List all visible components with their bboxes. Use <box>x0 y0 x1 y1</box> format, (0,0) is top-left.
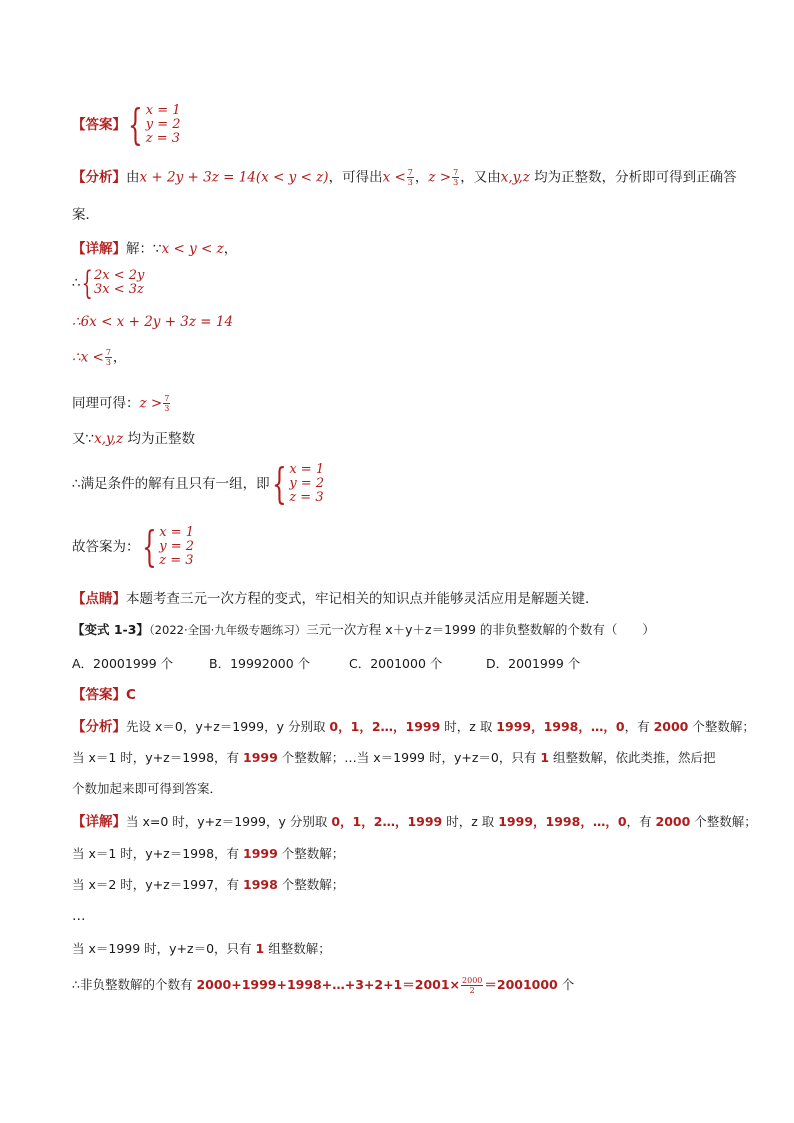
denominator: 2 <box>469 986 475 995</box>
numerator: 7 <box>105 348 111 357</box>
inequality: ∴x < <box>72 349 104 366</box>
text: ∴满足条件的解有且只有一组，即 <box>72 476 270 492</box>
eq-row: x = 1 <box>289 462 325 477</box>
detail-2-line3 <box>72 876 344 894</box>
detail-2-line6 <box>72 976 574 995</box>
text: 当 x＝1999 时，y+z＝0，只有 <box>72 941 256 956</box>
answer-value: C <box>126 687 136 703</box>
eq-row: x = 1 <box>145 103 181 118</box>
fraction <box>163 394 170 413</box>
denominator: 3 <box>453 178 459 187</box>
detail-2-ellipsis: … <box>72 908 86 924</box>
result: ＝2001000 <box>484 977 558 992</box>
final-system <box>140 522 195 571</box>
answer-tag: 【答案】 <box>72 117 126 133</box>
comment-1 <box>72 590 599 608</box>
question-text: 三元一次方程 x＋y＋z＝1999 的非负整数解的个数有（ ） <box>306 622 655 637</box>
detail-1-system <box>72 264 145 302</box>
solution-system <box>270 459 325 508</box>
detail-1-line1 <box>72 240 237 258</box>
count: 1 <box>540 750 550 765</box>
analysis-tag: 【分析】 <box>72 719 126 735</box>
comment-tag: 【点睛】 <box>72 591 126 607</box>
detail-tag: 【详解】 <box>72 241 126 257</box>
count: 2000 <box>655 814 691 829</box>
option-b: B．19992000 个 <box>209 656 311 671</box>
text: ，又由 <box>460 169 501 186</box>
values: 1999，1998，…，0 <box>498 814 627 829</box>
count: 1999 <box>243 750 278 765</box>
values: 0，1，2…，1999 <box>329 719 441 734</box>
variant-question <box>72 621 655 639</box>
eq-row: z = 3 <box>145 131 181 146</box>
analysis-2-line1 <box>72 718 755 736</box>
eq-row: 2x < 2y <box>93 268 145 283</box>
text: 当 x＝2 时，y+z＝1997，有 <box>72 877 244 892</box>
count: 1 <box>255 941 265 956</box>
brace: { <box>81 264 93 302</box>
detail-1-line5 <box>72 394 171 413</box>
analysis-2-line2 <box>72 749 716 767</box>
text: ，有 <box>626 814 656 829</box>
text: 个整数解； <box>277 846 345 861</box>
inequality: z > <box>428 169 452 186</box>
text: ，可得出 <box>328 169 383 186</box>
fraction <box>407 168 414 187</box>
detail-2-line5 <box>72 940 331 958</box>
equation: x + 2y + 3z = 14(x < y < z) <box>139 169 329 186</box>
eq-row: y = 2 <box>289 476 325 491</box>
denominator: 3 <box>105 358 111 367</box>
inequality: x < <box>382 169 406 186</box>
text: ，有 <box>624 719 654 734</box>
option-a: A．20001999 个 <box>72 656 174 671</box>
denominator: 3 <box>407 178 413 187</box>
answer-system <box>126 100 181 149</box>
eq-row: 3x < 3z <box>93 282 144 297</box>
text: 当 x＝1 时，y+z＝1998，有 <box>72 750 244 765</box>
count: 2000 <box>653 719 689 734</box>
text: 个整数解； <box>277 877 345 892</box>
text: 由 <box>126 169 140 186</box>
text: 个整数解； <box>690 814 757 829</box>
numerator: 7 <box>164 394 170 403</box>
therefore-symbol: ∴ <box>72 275 81 291</box>
count: 1999 <box>243 846 278 861</box>
text: 均为正整数，分析即可得到正确答 <box>529 169 737 186</box>
variables: x,y,z <box>94 431 124 447</box>
inequality: x < y < z <box>161 241 224 257</box>
brace: { <box>141 522 157 571</box>
text: 解：∵ <box>126 241 162 257</box>
option-d: D．2001999 个 <box>486 656 581 671</box>
detail-1-line6 <box>72 430 195 448</box>
brace: { <box>271 459 287 508</box>
option-c: C．2001000 个 <box>349 656 443 671</box>
eq-row: y = 2 <box>159 539 195 554</box>
inequality: z > <box>139 395 163 412</box>
source: （2022·全国·九年级专题练习） <box>148 623 307 637</box>
eq-row: z = 3 <box>289 490 324 505</box>
eq-row: y = 2 <box>145 117 181 132</box>
detail-2-line2 <box>72 845 344 863</box>
analysis-2-line3: 个数加起来即可得到答案． <box>72 781 223 796</box>
text: 当 x=0 时，y+z＝1999，y 分别取 <box>126 814 332 829</box>
values: 1999，1998，…，0 <box>496 719 625 734</box>
detail-tag: 【详解】 <box>72 814 126 830</box>
text: 当 x＝1 时，y+z＝1998，有 <box>72 846 244 861</box>
equation: ∴6x < x + 2y + 3z = 14 <box>72 314 234 330</box>
text: 故答案为： <box>72 539 140 555</box>
variant-tag: 【变式 1-3】 <box>72 622 149 637</box>
text: 个整数解； <box>688 719 755 734</box>
values: 0，1，2…，1999 <box>331 814 443 829</box>
text: 同理可得： <box>72 395 140 412</box>
eq-row: z = 3 <box>159 553 194 568</box>
inequality-system <box>81 264 145 302</box>
brace: { <box>128 100 143 149</box>
numerator: 2000 <box>462 976 483 985</box>
detail-1-line8 <box>72 522 195 571</box>
numerator: 7 <box>407 168 413 177</box>
detail-1-line4 <box>72 348 126 367</box>
analysis-1 <box>72 168 737 187</box>
text: ， <box>112 349 127 366</box>
text: 均为正整数 <box>123 431 196 447</box>
text: 组整数解； <box>264 941 331 956</box>
variables: x,y,z <box>500 169 530 186</box>
text: 组整数解，依此类推，然后把 <box>549 750 716 765</box>
text: 先设 x＝0，y+z＝1999，y 分别取 <box>126 719 330 734</box>
text: 个 <box>557 977 575 992</box>
answer-2 <box>72 686 136 704</box>
analysis-tag: 【分析】 <box>72 169 126 186</box>
text: 本题考查三元一次方程的变式，牢记相关的知识点并能够灵活应用是解题关键． <box>126 591 599 607</box>
text: ， <box>414 169 429 186</box>
text: 又∵ <box>72 431 95 447</box>
text: 个整数解；…当 x＝1999 时，y+z＝0，只有 <box>277 750 541 765</box>
answer-tag: 【答案】 <box>72 687 126 703</box>
fraction <box>452 168 459 187</box>
sum-expression: 2000+1999+1998+…+3+2+1＝2001× <box>196 977 461 992</box>
fraction <box>461 976 483 995</box>
detail-2-line1 <box>72 813 757 831</box>
eq-row: x = 1 <box>159 525 194 540</box>
text: 时，z 取 <box>440 719 497 734</box>
text: 时，z 取 <box>442 814 499 829</box>
numerator: 7 <box>453 168 459 177</box>
detail-1-line3 <box>72 313 233 331</box>
text: ， <box>223 241 238 257</box>
fraction <box>105 348 112 367</box>
detail-1-line7 <box>72 459 325 508</box>
count: 1998 <box>243 877 278 892</box>
analysis-1-cont: 案． <box>72 207 99 223</box>
answer-1 <box>72 100 181 149</box>
denominator: 3 <box>164 404 170 413</box>
text: ∴非负整数解的个数有 <box>72 977 197 992</box>
